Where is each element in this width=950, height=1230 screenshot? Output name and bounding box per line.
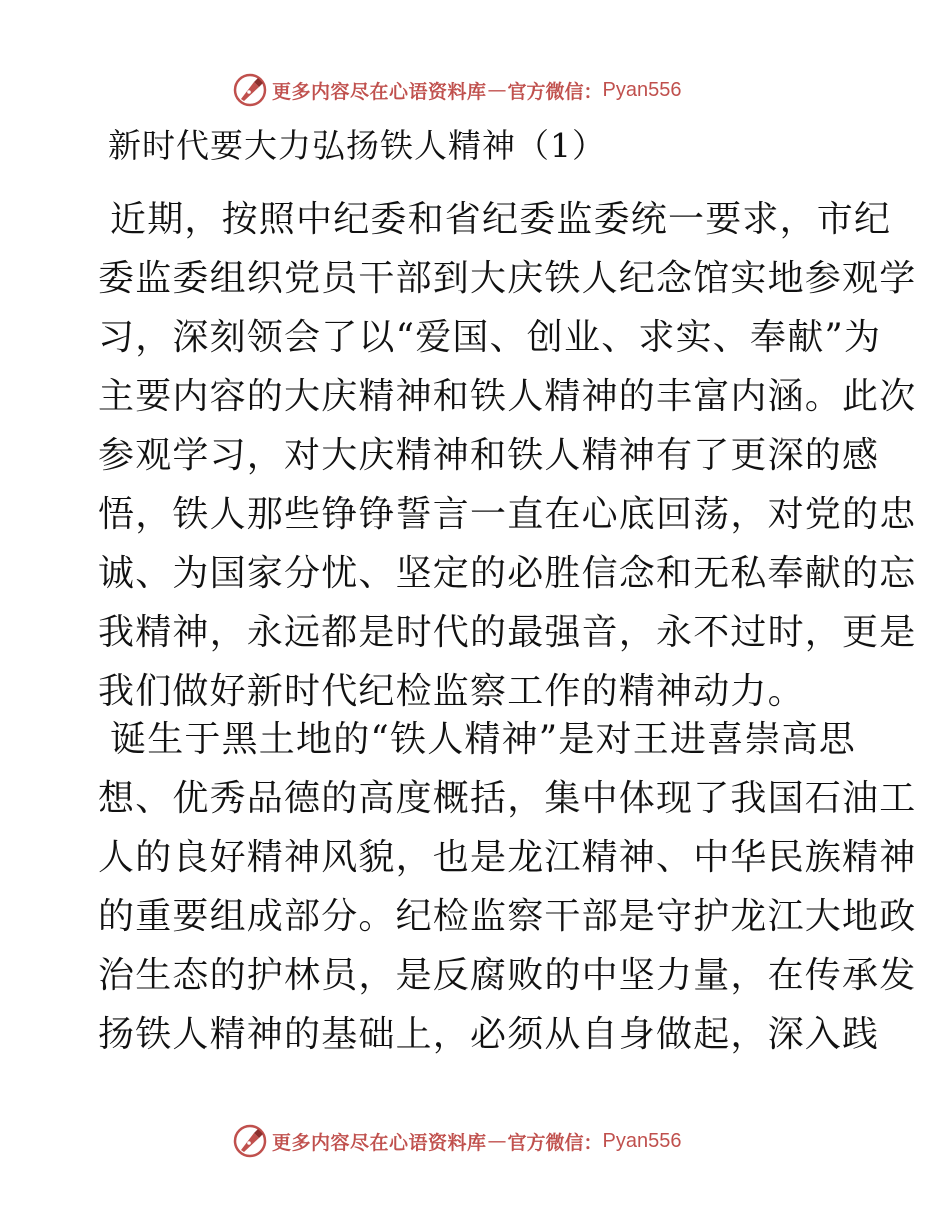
watermark-brand-text: 更多内容尽在心语资料库 xyxy=(272,1131,487,1154)
header-watermark xyxy=(232,70,682,110)
watermark-wechat-label: 官方微信： xyxy=(507,80,603,103)
pen-nib-logo-icon xyxy=(232,1123,268,1159)
paragraph-line: 诞生于黑土地的“铁人精神”是对王进喜崇高思 xyxy=(110,719,857,760)
paragraph-line: 我精神，永远都是时代的最强音，永不过时，更是 xyxy=(98,612,917,653)
paragraph-line: 悟，铁人那些铮铮誓言一直在心底回荡，对党的忠 xyxy=(98,494,917,535)
paragraph-line: 的重要组成部分。纪检监察干部是守护龙江大地政 xyxy=(98,896,917,937)
paragraph-line: 委监委组织党员干部到大庆铁人纪念馆实地参观学 xyxy=(98,258,917,299)
watermark-brand-text: 更多内容尽在心语资料库 xyxy=(272,80,487,103)
footer-watermark xyxy=(232,1121,682,1161)
paragraph-line: 人的良好精神风貌，也是龙江精神、中华民族精神 xyxy=(98,837,917,878)
pen-nib-logo-icon xyxy=(232,72,268,108)
paragraph-line: 扬铁人精神的基础上，必须从自身做起，深入践 xyxy=(98,1014,880,1055)
watermark-wechat-id: Pyan556 xyxy=(602,78,682,101)
watermark-separator: — xyxy=(487,79,507,101)
paragraph-line: 习，深刻领会了以“爱国、创业、求实、奉献”为 xyxy=(98,317,882,358)
paragraph-line: 治生态的护林员，是反腐败的中坚力量，在传承发 xyxy=(98,955,917,996)
watermark-wechat-id: Pyan556 xyxy=(602,1129,682,1152)
paragraph-line: 想、优秀品德的高度概括，集中体现了我国石油工 xyxy=(98,778,917,819)
paragraph-line: 参观学习，对大庆精神和铁人精神有了更深的感 xyxy=(98,435,880,476)
paragraph-line: 我们做好新时代纪检监察工作的精神动力。 xyxy=(98,671,805,712)
paragraph-2 xyxy=(98,710,917,1064)
paragraph-line: 主要内容的大庆精神和铁人精神的丰富内涵。此次 xyxy=(98,376,917,417)
paragraph-line: 近期，按照中纪委和省纪委监委统一要求，市纪 xyxy=(110,199,892,240)
watermark-wechat-label: 官方微信： xyxy=(507,1131,603,1154)
paragraph-1 xyxy=(98,190,917,721)
watermark-separator: — xyxy=(487,1130,507,1152)
document-title: 新时代要大力弘扬铁人精神（1） xyxy=(108,126,606,165)
paragraph-line: 诚、为国家分忧、坚定的必胜信念和无私奉献的忘 xyxy=(98,553,917,594)
